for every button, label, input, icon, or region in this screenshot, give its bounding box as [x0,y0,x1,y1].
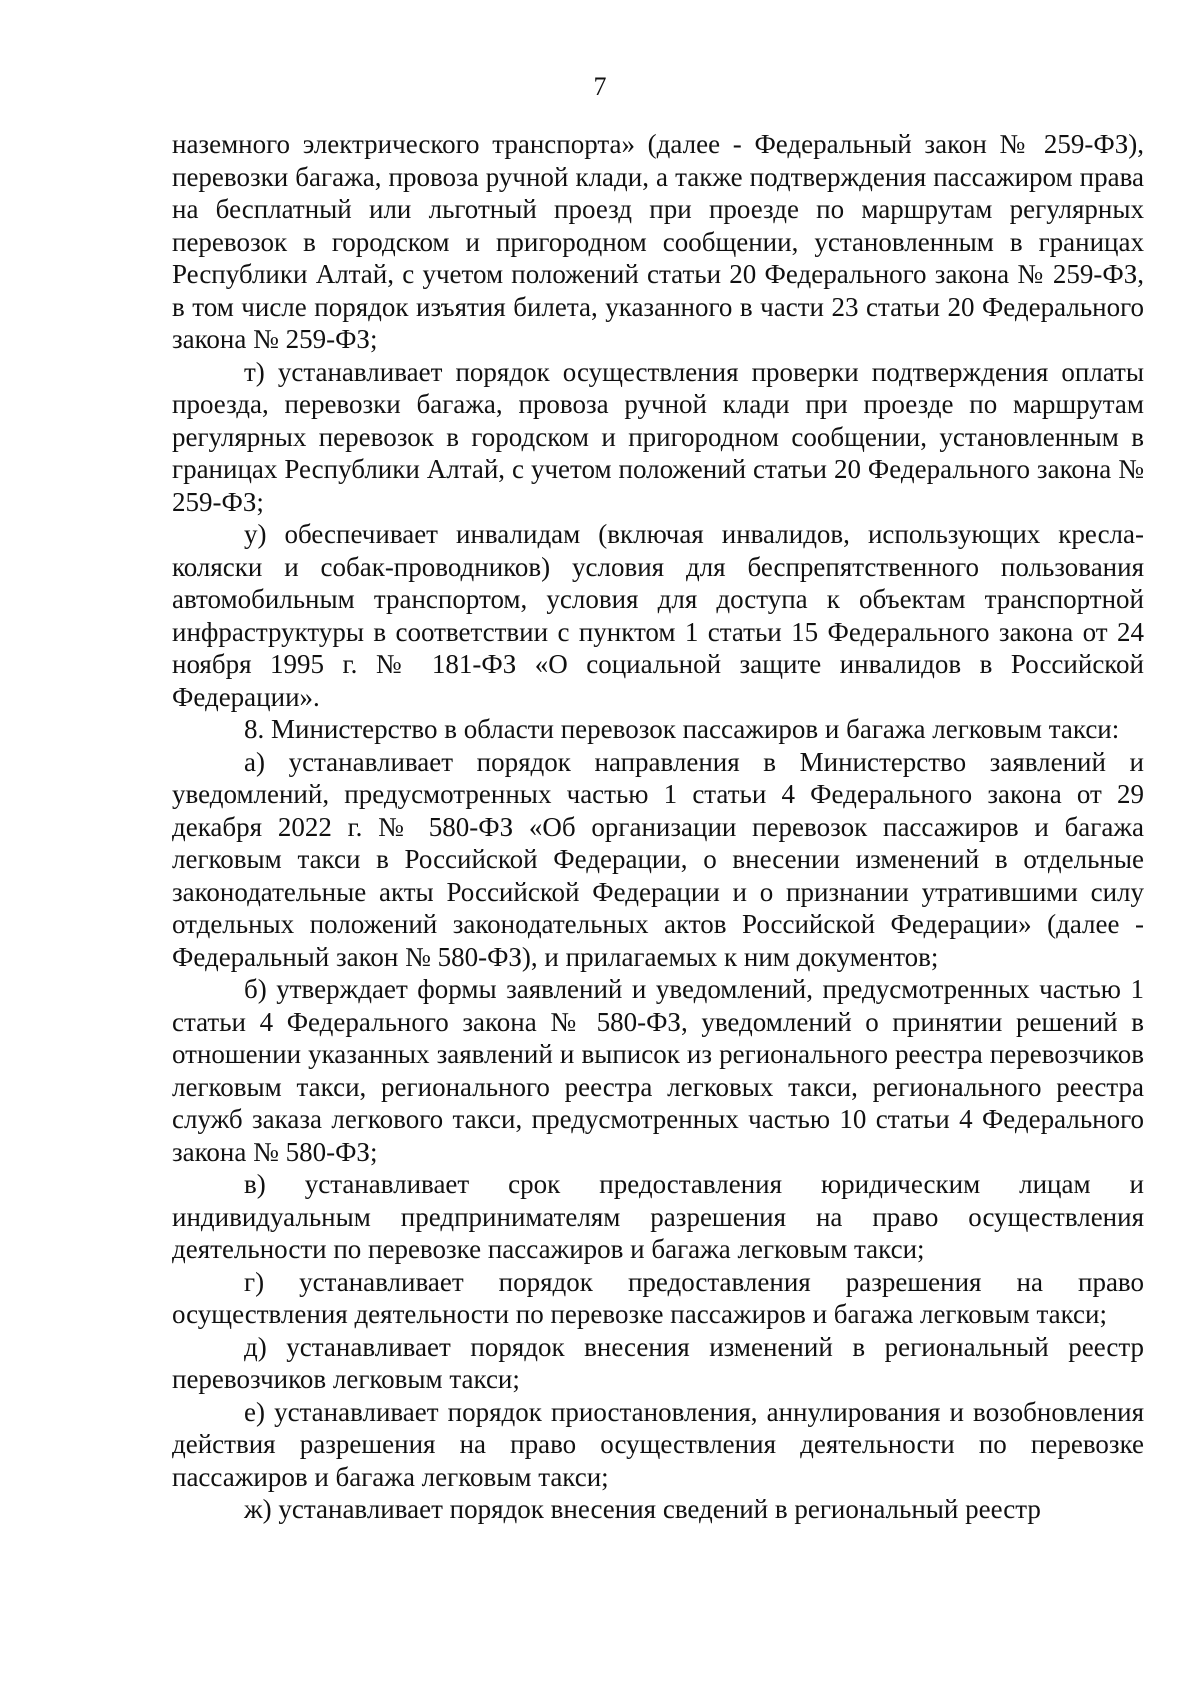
paragraph-item-d: д) устанавливает порядок внесения изменений в региональный реестр перевозчиков легковым такси; [172,1331,1144,1394]
paragraph-item-t: т) устанавливает порядок осуществления проверки подтверждения оплаты проезда, перевозки багажа, провоза ручной клади при проезде по маршрутам регулярных перевозок в городском и пригородном сообщении, установленным в границах Республики Алтай, с учетом положений статьи 20 Федерального закона № 259-ФЗ; [172,356,1144,517]
paragraph-item-zh: ж) устанавливает порядок внесения сведений в региональный реестр [244,1494,1041,1524]
paragraph-item-a: а) устанавливает порядок направления в Министерство заявлений и уведомлений, предусмотренных частью 1 статьи 4 Федерального закона от 29 декабря 2022 г. № 580-ФЗ «Об организации перевозок пассажиров и багажа легковым такси в Российской Федерации, о внесении изменений в отдельные законодательные акты Российской Федерации и о признании утратившими силу отдельных положений законодательных актов Российской Федерации» (далее - Федеральный закон № 580-ФЗ), и прилагаемых к ним документов; [172,746,1144,972]
paragraph-continuation: наземного электрического транспорта» (далее - Федеральный закон № 259-ФЗ), перевозки багажа, провоза ручной клади, а также подтверждения пассажиром права на бесплатный или льготный проезд при проезде по маршрутам регулярных перевозок в городском и пригородном сообщении, установленным в границах Республики Алтай, с учетом положений статьи 20 Федерального закона № 259-ФЗ, в том числе порядок изъятия билета, указанного в части 23 статьи 20 Федерального закона № 259-ФЗ; [172,129,1144,354]
paragraph-item-v: в) устанавливает срок предоставления юридическим лицам и индивидуальным предпринимателям разрешения на право осуществления деятельности по перевозке пассажиров и багажа легковым такси; [172,1169,1144,1264]
paragraph-item-g: г) устанавливает порядок предоставления разрешения на право осуществления деятельности по перевозке пассажиров и багажа легковым такси; [172,1266,1144,1329]
paragraph-section-8: 8. Министерство в области перевозок пассажиров и багажа легковым такси: [244,714,1120,744]
paragraph-item-e: е) устанавливает порядок приостановления, аннулирования и возобновления действия разрешения на право осуществления деятельности по перевозке пассажиров и багажа легковым такси; [172,1396,1144,1492]
paragraph-item-b: б) утверждает формы заявлений и уведомлений, предусмотренных частью 1 статьи 4 Федерального закона № 580-ФЗ, уведомлений о принятии решений в отношении указанных заявлений и выписок из регионального реестра перевозчиков легковым такси, регионального реестра легковых такси, регионального реестра служб заказа легкового такси, предусмотренных частью 10 статьи 4 Федерального закона № 580-ФЗ; [172,974,1144,1167]
paragraph-item-u: у) обеспечивает инвалидам (включая инвалидов, использующих кресла-коляски и собак-проводников) условия для беспрепятственного пользования автомобильным транспортом, условия для доступа к объектам транспортной инфраструктуры в соответствии с пунктом 1 статьи 15 Федерального закона от 24 ноября 1995 г. № 181-ФЗ «О социальной защите инвалидов в Российской Федерации». [172,519,1144,712]
page-number: 7 [593,72,607,101]
document-body [172,128,1144,1526]
